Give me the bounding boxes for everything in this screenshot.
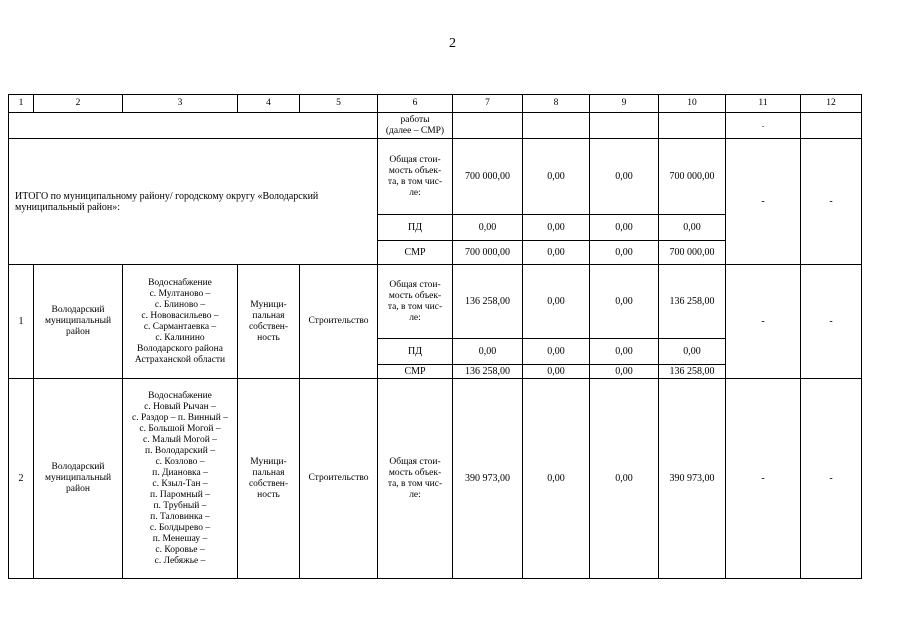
header-row bbox=[9, 95, 862, 113]
ownership-cell: Муници- пальная собствен- ность bbox=[238, 379, 300, 579]
cost-label: Общая стои- мость объек- та, в том чис- ле: bbox=[378, 265, 453, 339]
smr-c7: 136 258,00 bbox=[453, 365, 523, 379]
total-cost-c9: 0,00 bbox=[590, 139, 659, 215]
total-row bbox=[9, 139, 862, 215]
cost-c10: 390 973,00 bbox=[659, 379, 726, 579]
work-type-cell: Строительство bbox=[300, 379, 378, 579]
pd-c8: 0,00 bbox=[523, 339, 590, 365]
work-type-cell: Строительство bbox=[300, 265, 378, 379]
header-cell: 12 bbox=[801, 95, 862, 113]
header-cell: 1 bbox=[9, 95, 34, 113]
total-pd-c9: 0,00 bbox=[590, 215, 659, 241]
header-cell: 10 bbox=[659, 95, 726, 113]
total-smr-c8: 0,00 bbox=[523, 241, 590, 265]
total-cost-c7: 700 000,00 bbox=[453, 139, 523, 215]
total-smr-label: СМР bbox=[378, 241, 453, 265]
smr-c8: 0,00 bbox=[523, 365, 590, 379]
cost-c7: 390 973,00 bbox=[453, 379, 523, 579]
cost-c9: 0,00 bbox=[590, 379, 659, 579]
ownership-cell: Муници- пальная собствен- ность bbox=[238, 265, 300, 379]
smr-label: СМР bbox=[378, 365, 453, 379]
blank-cell bbox=[590, 113, 659, 139]
row-number: 1 bbox=[9, 265, 34, 379]
header-cell: 4 bbox=[238, 95, 300, 113]
cost-c9: 0,00 bbox=[590, 265, 659, 339]
total-pd-c7: 0,00 bbox=[453, 215, 523, 241]
cost-c8: 0,00 bbox=[523, 379, 590, 579]
blank-cell bbox=[523, 113, 590, 139]
continuation-row bbox=[9, 113, 862, 139]
header-cell: 2 bbox=[34, 95, 123, 113]
total-cost-c10: 700 000,00 bbox=[659, 139, 726, 215]
object-row-2 bbox=[9, 379, 862, 579]
page-number: 2 bbox=[449, 36, 456, 51]
smr-c9: 0,00 bbox=[590, 365, 659, 379]
header-cell: 7 bbox=[453, 95, 523, 113]
finance-table bbox=[8, 94, 862, 579]
district-cell: Володарский муниципальный район bbox=[34, 265, 123, 379]
pd-c7: 0,00 bbox=[453, 339, 523, 365]
smr-continuation-cell: работы (далее – СМР) bbox=[378, 113, 453, 139]
smr-c10: 136 258,00 bbox=[659, 365, 726, 379]
pd-c10: 0,00 bbox=[659, 339, 726, 365]
row-number: 2 bbox=[9, 379, 34, 579]
header-cell: 11 bbox=[726, 95, 801, 113]
pd-c9: 0,00 bbox=[590, 339, 659, 365]
c12-cell: - bbox=[801, 265, 862, 379]
c11-cell: - bbox=[726, 265, 801, 379]
total-smr-c7: 700 000,00 bbox=[453, 241, 523, 265]
total-pd-c8: 0,00 bbox=[523, 215, 590, 241]
total-smr-c10: 700 000,00 bbox=[659, 241, 726, 265]
total-pd-c10: 0,00 bbox=[659, 215, 726, 241]
cost-c7: 136 258,00 bbox=[453, 265, 523, 339]
total-cost-label: Общая стои- мость объек- та, в том чис- ле: bbox=[378, 139, 453, 215]
header-cell: 6 bbox=[378, 95, 453, 113]
dot-cell: . bbox=[726, 113, 801, 139]
cost-c8: 0,00 bbox=[523, 265, 590, 339]
c11-cell: - bbox=[726, 379, 801, 579]
total-c12: - bbox=[801, 139, 862, 265]
total-cost-c8: 0,00 bbox=[523, 139, 590, 215]
object-name-cell: Водоснабжение с. Мултаново – с. Блиново – с. Нововасильево – с. Сармантаевка – с. Калинино Володарского района Астраханской области bbox=[123, 265, 238, 379]
blank-cell bbox=[9, 113, 378, 139]
blank-cell bbox=[801, 113, 862, 139]
blank-cell bbox=[453, 113, 523, 139]
header-cell: 3 bbox=[123, 95, 238, 113]
header-cell: 9 bbox=[590, 95, 659, 113]
district-cell: Володарский муниципальный район bbox=[34, 379, 123, 579]
total-smr-c9: 0,00 bbox=[590, 241, 659, 265]
total-pd-label: ПД bbox=[378, 215, 453, 241]
object-name-cell: Водоснабжение с. Новый Рычан – с. Раздор – п. Винный – с. Большой Могой – с. Малый Могой – п. Володарский – с. Козлово – п. Диановка – с. Кзыл-Тан – п. Паромный – п. Трубный – п. Таловинка – с. Болдырево – п. Менешау – с. Коровье – с. Лебяжье – bbox=[123, 379, 238, 579]
cost-label: Общая стои- мость объек- та, в том чис- ле: bbox=[378, 379, 453, 579]
c12-cell: - bbox=[801, 379, 862, 579]
cost-c10: 136 258,00 bbox=[659, 265, 726, 339]
blank-cell bbox=[659, 113, 726, 139]
total-label: ИТОГО по муниципальному району/ городскому округу «Володарский муниципальный район»: bbox=[9, 139, 378, 265]
header-cell: 5 bbox=[300, 95, 378, 113]
pd-label: ПД bbox=[378, 339, 453, 365]
total-c11: - bbox=[726, 139, 801, 265]
header-cell: 8 bbox=[523, 95, 590, 113]
object-row-1 bbox=[9, 265, 862, 339]
